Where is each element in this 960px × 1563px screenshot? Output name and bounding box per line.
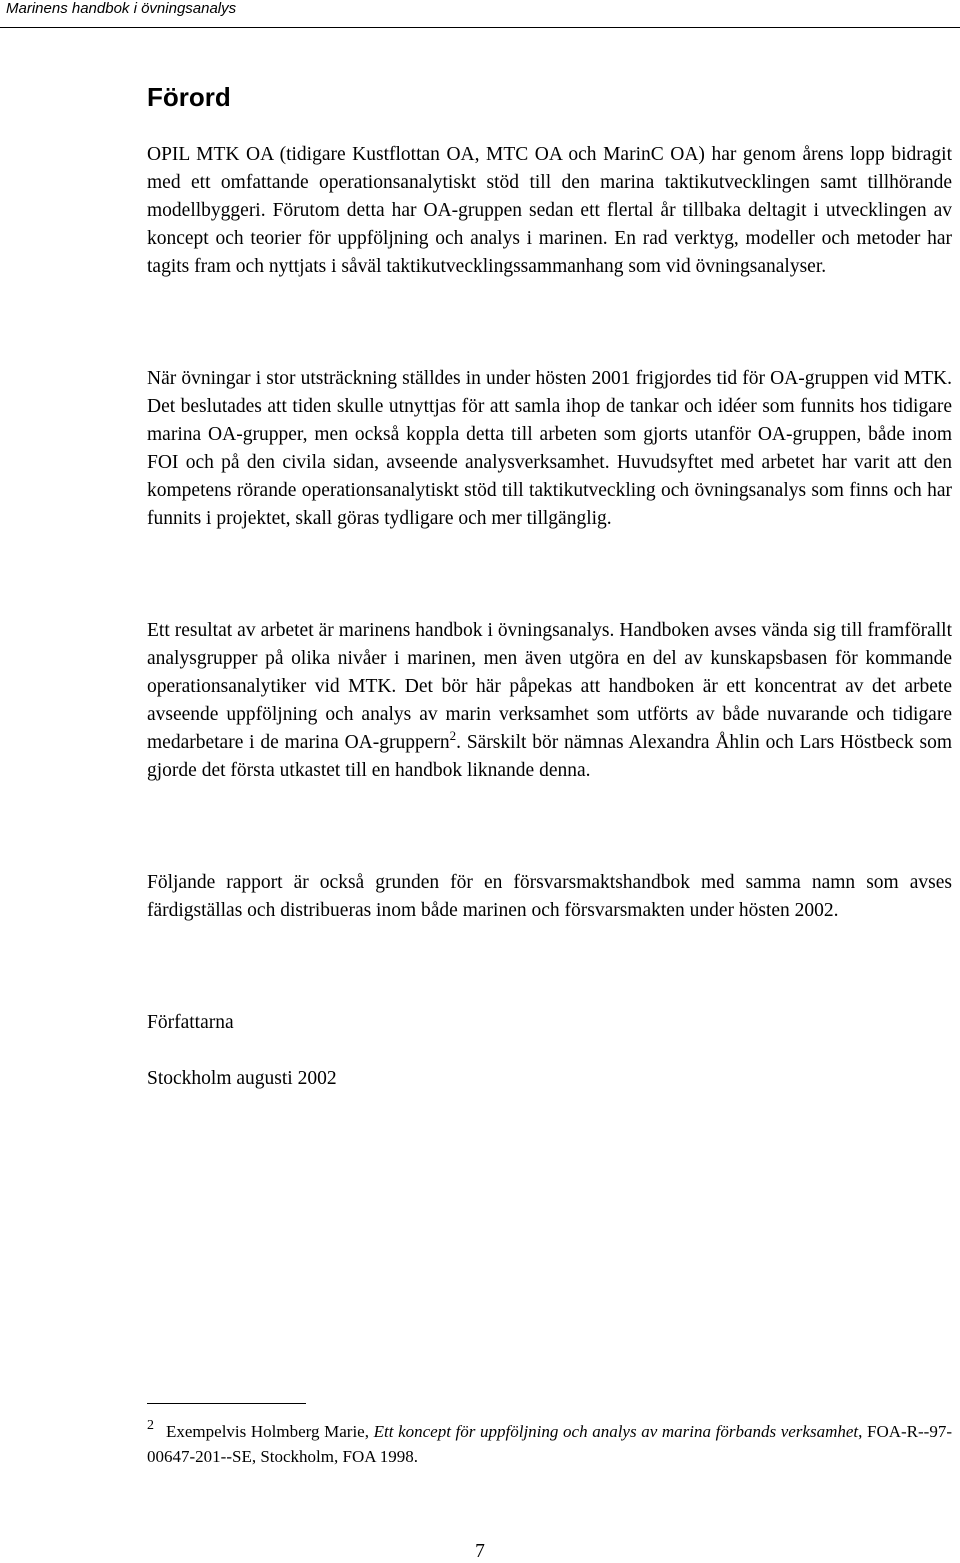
- paragraph-1: OPIL MTK OA (tidigare Kustflottan OA, MTC OA och MarinC OA) har genom årens lopp bidragit med ett omfattande operationsanalytiskt stöd till den marina taktikutvecklingen samt tillhörande modellbyggeri. Förutom detta har OA-gruppen sedan ett flertal år tillbaka deltagit i utvecklingen av koncept och teorier för uppföljning och analys i marinen. En rad verktyg, modeller och metoder har tagits fram och nyttjats i såväl taktikutvecklingssammanhang som vid övningsanalyser.: [147, 144, 952, 277]
- paragraph-3-text-before: Ett resultat av arbetet är marinens handbok i övningsanalys. Handboken avses vända sig till framförallt analysgrupper på olika nivåer i marinen, men även utgöra en del av kunskapsbasen för kommande operationsanalytiker vid MTK. Det bör här påpekas att handboken är ett koncentrat av det arbete avseende uppföljning och analys av marin verksamhet som utförts av både nuvarande och tidigare medarbetare i de marina OA-gruppern: [147, 620, 952, 753]
- running-header-title: Marinens handbok i övningsanalys: [6, 0, 237, 17]
- footnote-separator: [147, 1403, 306, 1404]
- page-heading: Förord: [147, 82, 231, 112]
- page-number: 7: [475, 1541, 485, 1562]
- footnote-number: 2: [147, 1418, 154, 1433]
- footnote-text-before: Exempelvis Holmberg Marie,: [166, 1422, 374, 1441]
- signature: Författarna: [147, 1012, 234, 1033]
- footnote-cited-title: Ett koncept för uppföljning och analys av marina förbands verksamhet: [373, 1422, 859, 1441]
- paragraph-3: [147, 617, 952, 785]
- paragraph-4: Följande rapport är också grunden för en försvarsmaktshandbok med samma namn som avses färdigställas och distribueras inom både marinen och försvarsmakten under hösten 2002.: [147, 872, 952, 921]
- paragraph-3-text-after: . Särskilt bör nämnas Alexandra Åhlin och Lars Höstbeck som gjorde det första utkastet till en handbok liknande denna.: [147, 732, 952, 781]
- paragraph-2: När övningar i stor utsträckning ställdes in under hösten 2001 frigjordes tid för OA-gruppen vid MTK. Det beslutades att tiden skulle utnyttjas för att samla ihop de tankar och idéer som funnits hos tidigare marina OA-grupper, men också koppla detta till arbeten som gjorts utanför OA-gruppen, både inom FOI och på den civila sidan, avseende analysverksamhet. Huvudsyftet med arbetet har varit att den kompetens rörande operationsanalytiskt stöd till taktikutveckling och övningsanalys som finns och har funnits i projektet, skall göras tydligare och mer tillgänglig.: [147, 368, 952, 529]
- footnote-text-after: , FOA-R--97-00647-201--SE, Stockholm, FOA 1998.: [147, 1422, 952, 1466]
- running-header: [0, 0, 960, 28]
- place-date: Stockholm augusti 2002: [147, 1068, 337, 1089]
- footnote-reference: 2: [449, 728, 457, 743]
- footnote: [147, 1419, 952, 1469]
